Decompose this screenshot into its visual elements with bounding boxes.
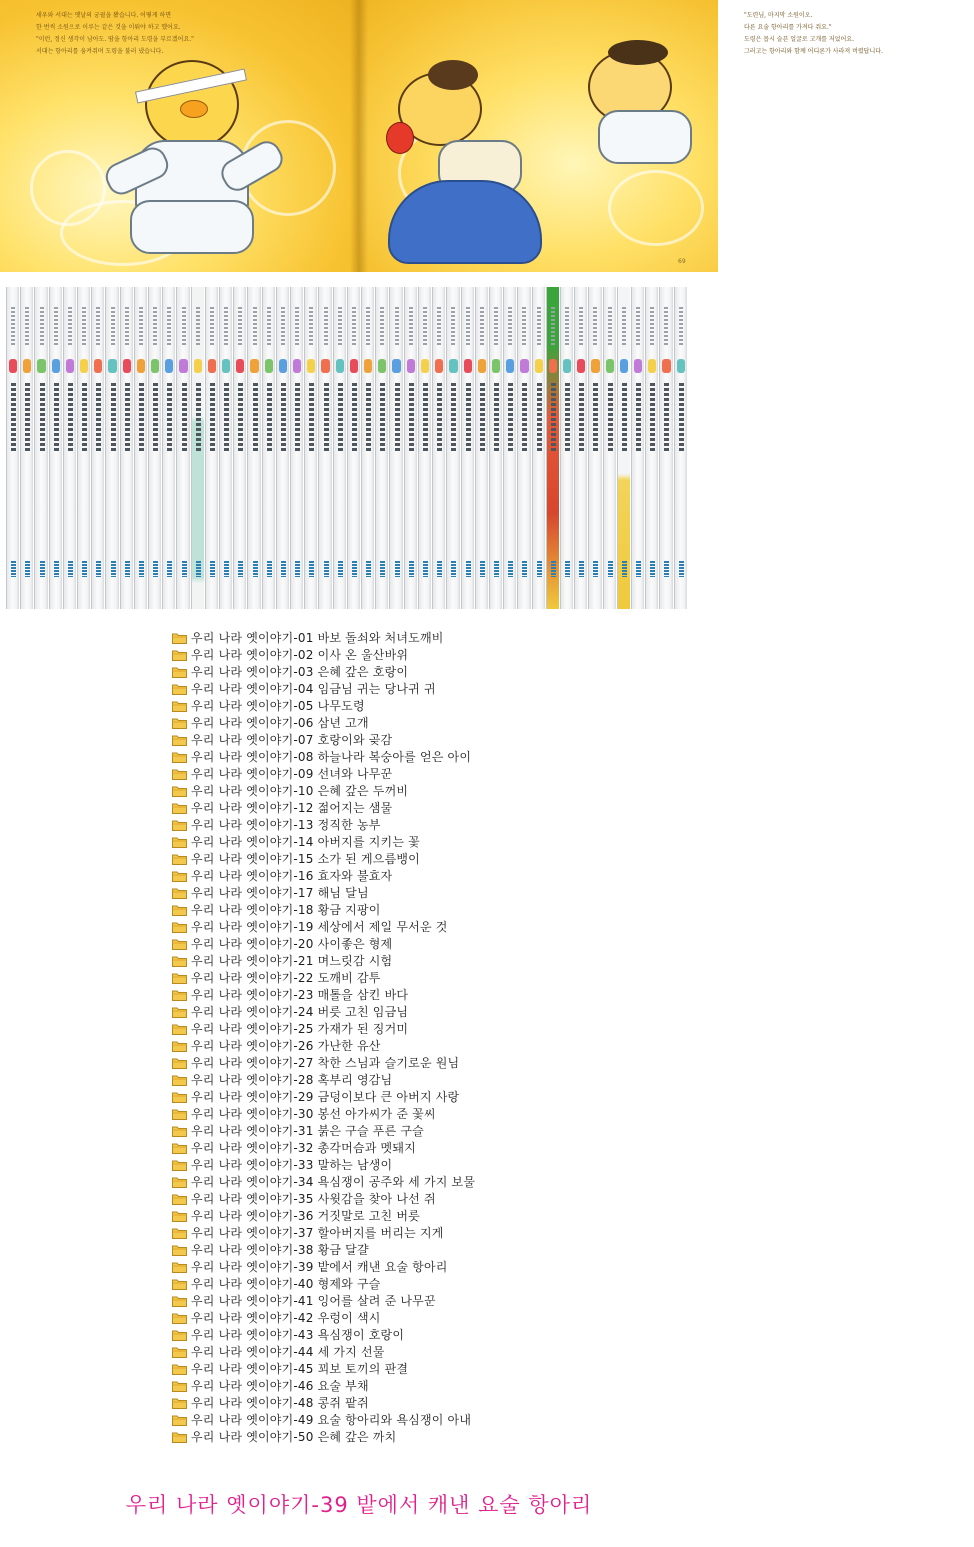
book-gutter (350, 0, 368, 272)
folder-icon (172, 1108, 187, 1120)
right-page-text: "도련님, 마지막 소원이오. 다른 요술 항아리를 가져다 줘요." 도령은 몹시 슬픈 얼굴로 고개를 저었어요. 그러고는 항아리와 함께 어디론가 사라져 버렸답니다. (744, 12, 883, 55)
folder-icon (172, 938, 187, 950)
folder-name: 우리 나라 옛이야기-06 삼년 고개 (191, 716, 369, 730)
folder-icon (172, 1193, 187, 1205)
book-spine (603, 287, 616, 609)
folder-icon (172, 802, 187, 814)
book-spine (461, 287, 474, 609)
book-spine (205, 287, 218, 609)
folder-name: 우리 나라 옛이야기-41 잉어를 살려 준 나무꾼 (191, 1294, 436, 1308)
boy-illustration (95, 60, 295, 270)
folder-list-item[interactable] (172, 1020, 672, 1037)
folder-list-item[interactable] (172, 1326, 672, 1343)
folder-name: 우리 나라 옛이야기-40 형제와 구슬 (191, 1277, 381, 1291)
folder-list-item[interactable] (172, 986, 672, 1003)
spine-row (6, 287, 688, 609)
folder-icon (172, 1074, 187, 1086)
folder-icon (172, 853, 187, 865)
folder-list-item[interactable] (172, 748, 672, 765)
folder-list-item[interactable] (172, 1394, 672, 1411)
folder-name: 우리 나라 옛이야기-02 이사 온 울산바위 (191, 648, 409, 662)
folder-list-item[interactable] (172, 1003, 672, 1020)
book-spine (588, 287, 601, 609)
folder-name: 우리 나라 옛이야기-03 은혜 갚은 호랑이 (191, 665, 409, 679)
book-spine (304, 287, 317, 609)
folder-list-item[interactable] (172, 1190, 672, 1207)
book-spine (446, 287, 459, 609)
folder-name: 우리 나라 옛이야기-39 밭에서 캐낸 요술 항아리 (191, 1260, 448, 1274)
folder-icon (172, 1210, 187, 1222)
folder-name: 우리 나라 옛이야기-01 바보 돌쇠와 처녀도깨비 (191, 631, 444, 645)
left-page-text: 새우와 서대는 옛날의 궁궐을 봤습니다. 어떻게 하면 한 번씩 소원으로 이루는 같은 것을 이뤄야 하고 했어요. "이런, 정신 생각이 남아도. 땀을 항아리 도령을 부르겠어요." 서대는 항아리를 움켜쥐며 도령을 불러 냈습니다. (36, 12, 194, 55)
folder-name: 우리 나라 옛이야기-34 욕심쟁이 공주와 세 가지 보물 (191, 1175, 476, 1189)
book-spine (503, 287, 516, 609)
folder-icon (172, 683, 187, 695)
folder-name: 우리 나라 옛이야기-31 붉은 구슬 푸른 구슬 (191, 1124, 424, 1138)
folder-list-item[interactable] (172, 1241, 672, 1258)
book-spine (389, 287, 402, 609)
folder-name: 우리 나라 옛이야기-43 욕심쟁이 호랑이 (191, 1328, 405, 1342)
folder-name: 우리 나라 옛이야기-42 우렁이 색시 (191, 1311, 381, 1325)
book-spine (404, 287, 417, 609)
folder-name: 우리 나라 옛이야기-32 총각머슴과 멧돼지 (191, 1141, 416, 1155)
folder-name: 우리 나라 옛이야기-19 세상에서 제일 무서운 것 (191, 920, 448, 934)
folder-name: 우리 나라 옛이야기-46 요술 부채 (191, 1379, 369, 1393)
folder-list-item[interactable] (172, 1207, 672, 1224)
folder-name: 우리 나라 옛이야기-17 해님 달님 (191, 886, 369, 900)
folder-icon (172, 717, 187, 729)
book-spine (659, 287, 672, 609)
folder-list-item[interactable] (172, 1088, 672, 1105)
book-spine (674, 287, 687, 609)
folder-name: 우리 나라 옛이야기-24 버릇 고친 임금님 (191, 1005, 409, 1019)
folder-icon (172, 989, 187, 1001)
folder-icon (172, 1312, 187, 1324)
book-spread-photo (0, 0, 883, 272)
folder-name: 우리 나라 옛이야기-05 나무도령 (191, 699, 365, 713)
folder-list-item[interactable] (172, 969, 672, 986)
folder-icon (172, 819, 187, 831)
folder-name: 우리 나라 옛이야기-28 혹부리 영감님 (191, 1073, 393, 1087)
book-spine (532, 287, 545, 609)
folder-name: 우리 나라 옛이야기-38 황금 달걀 (191, 1243, 369, 1257)
folder-list-item[interactable] (172, 646, 672, 663)
book-spine (105, 287, 118, 609)
folder-icon (172, 904, 187, 916)
folder-list-item[interactable] (172, 782, 672, 799)
folder-icon (172, 700, 187, 712)
folder-name: 우리 나라 옛이야기-07 호랑이와 곶감 (191, 733, 393, 747)
folder-icon (172, 1159, 187, 1171)
folder-icon (172, 768, 187, 780)
folder-icon (172, 887, 187, 899)
folder-icon (172, 1227, 187, 1239)
folder-name: 우리 나라 옛이야기-14 아버지를 지키는 꽃 (191, 835, 420, 849)
book-spine (49, 287, 62, 609)
book-spine (91, 287, 104, 609)
book-spine (6, 287, 19, 609)
book-spine (233, 287, 246, 609)
folder-list-item[interactable] (172, 731, 672, 748)
folder-name: 우리 나라 옛이야기-09 선녀와 나무꾼 (191, 767, 393, 781)
folder-list-item[interactable] (172, 663, 672, 680)
folder-name: 우리 나라 옛이야기-30 봉선 아가씨가 준 꽃씨 (191, 1107, 436, 1121)
book-spine (631, 287, 644, 609)
folder-icon (172, 632, 187, 644)
folder-icon (172, 1261, 187, 1273)
book-spine (475, 287, 488, 609)
book-spine (134, 287, 147, 609)
folder-icon (172, 1125, 187, 1137)
folder-icon (172, 1057, 187, 1069)
folder-icon (172, 1006, 187, 1018)
folder-icon (172, 1329, 187, 1341)
book-spine (517, 287, 530, 609)
book-spine (219, 287, 232, 609)
folder-icon (172, 972, 187, 984)
folder-name: 우리 나라 옛이야기-45 꾀보 토끼의 판결 (191, 1362, 409, 1376)
book-spine (361, 287, 374, 609)
folder-icon (172, 1414, 187, 1426)
folder-icon (172, 649, 187, 661)
folder-list-item[interactable] (172, 850, 672, 867)
book-spine (432, 287, 445, 609)
book-spine (645, 287, 658, 609)
folder-name: 우리 나라 옛이야기-16 효자와 불효자 (191, 869, 393, 883)
folder-list-item[interactable] (172, 1054, 672, 1071)
folder-icon (172, 1023, 187, 1035)
folder-list-item[interactable] (172, 1156, 672, 1173)
book-spine (546, 287, 559, 609)
folder-name: 우리 나라 옛이야기-21 며느릿감 시험 (191, 954, 393, 968)
folder-list-item[interactable] (172, 765, 672, 782)
folder-name: 우리 나라 옛이야기-04 임금님 귀는 당나귀 귀 (191, 682, 436, 696)
folder-name: 우리 나라 옛이야기-20 사이좋은 형제 (191, 937, 393, 951)
book-spines-photo (0, 283, 718, 615)
book-spine (489, 287, 502, 609)
folder-list-item[interactable] (172, 1360, 672, 1377)
folder-name: 우리 나라 옛이야기-23 매톨을 삼킨 바다 (191, 988, 409, 1002)
folder-icon (172, 836, 187, 848)
folder-name: 우리 나라 옛이야기-10 은혜 갚은 두꺼비 (191, 784, 409, 798)
folder-list-item[interactable] (172, 1173, 672, 1190)
folder-icon (172, 955, 187, 967)
book-spine (148, 287, 161, 609)
book-spine (262, 287, 275, 609)
folder-list-item[interactable] (172, 816, 672, 833)
folder-list-item[interactable] (172, 884, 672, 901)
folder-list-item[interactable] (172, 1037, 672, 1054)
folder-icon (172, 1363, 187, 1375)
book-spine (120, 287, 133, 609)
folder-name: 우리 나라 옛이야기-50 은혜 갚은 까치 (191, 1430, 397, 1444)
book-spine (276, 287, 289, 609)
book-spine (347, 287, 360, 609)
folder-icon (172, 1431, 187, 1443)
folder-list-item[interactable] (172, 1139, 672, 1156)
folder-name: 우리 나라 옛이야기-25 가재가 된 징거미 (191, 1022, 409, 1036)
page-number: 69 (678, 258, 686, 265)
folder-list-item[interactable] (172, 1122, 672, 1139)
folder-list-item[interactable] (172, 833, 672, 850)
book-spine (290, 287, 303, 609)
book-spine (162, 287, 175, 609)
folder-list-item[interactable] (172, 799, 672, 816)
book-spine (34, 287, 47, 609)
folder-icon (172, 1244, 187, 1256)
folder-name: 우리 나라 옛이야기-44 세 가지 선물 (191, 1345, 385, 1359)
folder-list-item[interactable] (172, 1292, 672, 1309)
folder-list-item[interactable] (172, 1275, 672, 1292)
book-spine (617, 287, 630, 609)
right-page (358, 0, 883, 272)
folder-list-item[interactable] (172, 935, 672, 952)
folder-list-item[interactable] (172, 680, 672, 697)
folder-name: 우리 나라 옛이야기-35 사윗감을 찾아 나선 쥐 (191, 1192, 436, 1206)
woman-illustration (368, 60, 568, 265)
folder-list-item[interactable] (172, 918, 672, 935)
folder-icon (172, 1176, 187, 1188)
folder-icon (172, 921, 187, 933)
folder-list-item[interactable] (172, 697, 672, 714)
man-illustration (578, 40, 698, 160)
folder-list-item[interactable] (172, 1258, 672, 1275)
folder-name: 우리 나라 옛이야기-36 거짓말로 고친 버릇 (191, 1209, 420, 1223)
folder-list-item[interactable] (172, 1105, 672, 1122)
folder-icon (172, 666, 187, 678)
folder-list-item[interactable] (172, 952, 672, 969)
folder-icon (172, 734, 187, 746)
folder-name: 우리 나라 옛이야기-26 가난한 유산 (191, 1039, 381, 1053)
folder-name: 우리 나라 옛이야기-37 할아버지를 버리는 지게 (191, 1226, 444, 1240)
folder-icon (172, 1091, 187, 1103)
folder-name: 우리 나라 옛이야기-13 정직한 농부 (191, 818, 381, 832)
caption-title: 우리 나라 옛이야기-39 밭에서 캐낸 요술 항아리 (125, 1493, 593, 1517)
left-page (0, 0, 358, 272)
folder-name: 우리 나라 옛이야기-15 소가 된 게으름뱅이 (191, 852, 420, 866)
folder-icon (172, 1397, 187, 1409)
folder-icon (172, 1142, 187, 1154)
folder-icon (172, 1278, 187, 1290)
book-spine (574, 287, 587, 609)
folder-list-item[interactable] (172, 1071, 672, 1088)
folder-icon (172, 870, 187, 882)
folder-name: 우리 나라 옛이야기-33 말하는 남생이 (191, 1158, 393, 1172)
book-spine (418, 287, 431, 609)
folder-name: 우리 나라 옛이야기-12 젊어지는 샘물 (191, 801, 393, 815)
book-spine (191, 287, 204, 609)
folder-list-item[interactable] (172, 1377, 672, 1394)
folder-list-item[interactable] (172, 1343, 672, 1360)
folder-name: 우리 나라 옛이야기-22 도깨비 감투 (191, 971, 381, 985)
folder-icon (172, 751, 187, 763)
folder-icon (172, 1380, 187, 1392)
book-spine (247, 287, 260, 609)
folder-icon (172, 1295, 187, 1307)
folder-name: 우리 나라 옛이야기-29 금덩이보다 큰 아버지 사랑 (191, 1090, 460, 1104)
book-spine (375, 287, 388, 609)
folder-list-item[interactable] (172, 1428, 672, 1445)
folder-list-item[interactable] (172, 901, 672, 918)
folder-list-item[interactable] (172, 1224, 672, 1241)
folder-list-item[interactable] (172, 714, 672, 731)
book-spine (20, 287, 33, 609)
folder-name: 우리 나라 옛이야기-49 요술 항아리와 욕심쟁이 아내 (191, 1413, 472, 1427)
folder-list-item[interactable] (172, 867, 672, 884)
book-spine (77, 287, 90, 609)
book-spine (318, 287, 331, 609)
folder-icon (172, 1346, 187, 1358)
book-spine (63, 287, 76, 609)
folder-list (172, 629, 672, 1445)
folder-name: 우리 나라 옛이야기-27 착한 스님과 슬기로운 원님 (191, 1056, 460, 1070)
folder-name: 우리 나라 옛이야기-48 콩쥐 팥쥐 (191, 1396, 369, 1410)
folder-name: 우리 나라 옛이야기-18 황금 지팡이 (191, 903, 381, 917)
folder-icon (172, 1040, 187, 1052)
folder-list-item[interactable] (172, 1411, 672, 1428)
folder-name: 우리 나라 옛이야기-08 하늘나라 복숭아를 얻은 아이 (191, 750, 472, 764)
folder-list-item[interactable] (172, 1309, 672, 1326)
book-spine (560, 287, 573, 609)
folder-icon (172, 785, 187, 797)
book-spine (176, 287, 189, 609)
folder-list-item[interactable] (172, 629, 672, 646)
book-spine (333, 287, 346, 609)
